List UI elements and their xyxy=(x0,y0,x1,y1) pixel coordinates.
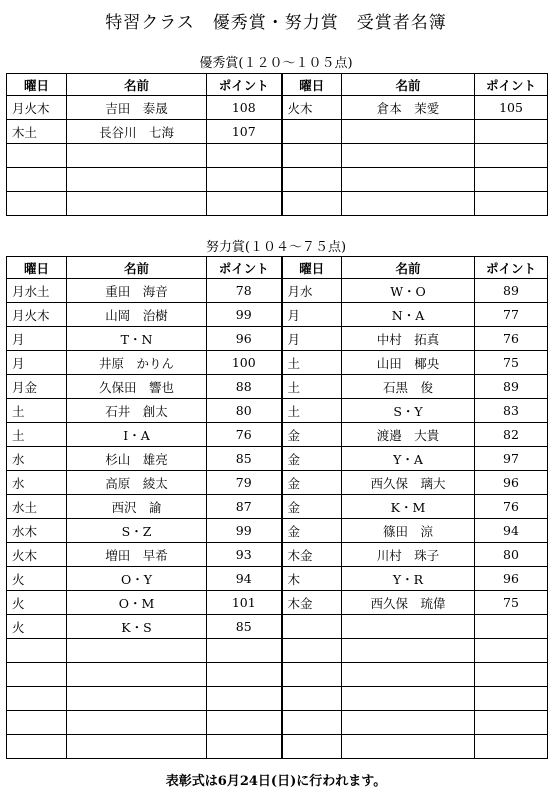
name-cell xyxy=(342,687,475,711)
points-cell xyxy=(207,168,282,192)
day-cell: 金 xyxy=(282,519,342,543)
points-cell: 77 xyxy=(475,303,548,327)
name-cell xyxy=(342,192,475,216)
name-cell xyxy=(342,735,475,759)
name-cell: 井原 かりん xyxy=(67,351,207,375)
table-row xyxy=(7,471,548,495)
table-row xyxy=(7,399,548,423)
day-cell: 土 xyxy=(7,399,67,423)
column-header-points: ポイント xyxy=(475,74,548,96)
name-cell: 長谷川 七海 xyxy=(67,120,207,144)
column-header-name: 名前 xyxy=(67,257,207,279)
points-cell xyxy=(475,120,548,144)
points-cell: 79 xyxy=(207,471,282,495)
day-cell: 金 xyxy=(282,423,342,447)
day-cell: 月水 xyxy=(282,279,342,303)
name-cell xyxy=(342,144,475,168)
points-cell: 96 xyxy=(475,567,548,591)
day-cell: 月火木 xyxy=(7,96,67,120)
table-row xyxy=(7,96,548,120)
day-cell xyxy=(282,615,342,639)
name-cell: 川村 珠子 xyxy=(342,543,475,567)
day-cell: 水 xyxy=(7,447,67,471)
name-cell: 石井 創太 xyxy=(67,399,207,423)
points-cell: 78 xyxy=(207,279,282,303)
column-header-day: 曜日 xyxy=(7,257,67,279)
points-cell xyxy=(475,615,548,639)
day-cell xyxy=(7,168,67,192)
points-cell xyxy=(207,144,282,168)
column-header-name: 名前 xyxy=(67,74,207,96)
name-cell xyxy=(67,168,207,192)
points-cell: 108 xyxy=(207,96,282,120)
day-cell xyxy=(7,663,67,687)
day-cell xyxy=(282,663,342,687)
name-cell: T・N xyxy=(67,327,207,351)
day-cell xyxy=(7,735,67,759)
day-cell: 木 xyxy=(282,567,342,591)
table-row xyxy=(7,327,548,351)
day-cell: 水 xyxy=(7,471,67,495)
day-cell: 水木 xyxy=(7,519,67,543)
table-row xyxy=(7,567,548,591)
table-row xyxy=(7,375,548,399)
points-cell: 75 xyxy=(475,351,548,375)
points-cell xyxy=(475,687,548,711)
points-cell: 97 xyxy=(475,447,548,471)
points-cell: 85 xyxy=(207,615,282,639)
name-cell: 杉山 雄亮 xyxy=(67,447,207,471)
points-cell: 76 xyxy=(475,495,548,519)
name-cell: N・A xyxy=(342,303,475,327)
table-row xyxy=(7,423,548,447)
day-cell: 火 xyxy=(7,615,67,639)
day-cell: 土 xyxy=(282,351,342,375)
day-cell: 月 xyxy=(282,303,342,327)
excellence-table xyxy=(6,73,548,216)
name-cell xyxy=(67,663,207,687)
points-cell: 80 xyxy=(475,543,548,567)
effort-table xyxy=(6,256,548,759)
points-cell: 83 xyxy=(475,399,548,423)
table-row xyxy=(7,120,548,144)
name-cell xyxy=(67,144,207,168)
day-cell xyxy=(282,639,342,663)
name-cell: S・Y xyxy=(342,399,475,423)
day-cell: 月 xyxy=(7,327,67,351)
day-cell xyxy=(282,192,342,216)
name-cell: K・M xyxy=(342,495,475,519)
column-header-name: 名前 xyxy=(342,257,475,279)
column-header-day: 曜日 xyxy=(7,74,67,96)
name-cell xyxy=(67,711,207,735)
table-row xyxy=(7,495,548,519)
excellence-header-row xyxy=(7,74,548,96)
table-row xyxy=(7,168,548,192)
points-cell: 105 xyxy=(475,96,548,120)
points-cell: 99 xyxy=(207,303,282,327)
column-header-day: 曜日 xyxy=(282,74,342,96)
day-cell xyxy=(282,168,342,192)
points-cell xyxy=(475,168,548,192)
name-cell: 吉田 泰晟 xyxy=(67,96,207,120)
name-cell: 増田 早希 xyxy=(67,543,207,567)
day-cell: 木土 xyxy=(7,120,67,144)
name-cell: O・M xyxy=(67,591,207,615)
points-cell xyxy=(475,735,548,759)
day-cell: 土 xyxy=(7,423,67,447)
day-cell: 火木 xyxy=(282,96,342,120)
name-cell: 山岡 治樹 xyxy=(67,303,207,327)
table-row xyxy=(7,735,548,759)
day-cell: 土 xyxy=(282,399,342,423)
column-header-day: 曜日 xyxy=(282,257,342,279)
table-row xyxy=(7,303,548,327)
points-cell: 94 xyxy=(475,519,548,543)
points-cell: 76 xyxy=(207,423,282,447)
points-cell: 93 xyxy=(207,543,282,567)
table-row xyxy=(7,144,548,168)
points-cell: 76 xyxy=(475,327,548,351)
column-header-name: 名前 xyxy=(342,74,475,96)
table-row xyxy=(7,543,548,567)
effort-heading: 努力賞(１０４～７５点) xyxy=(205,240,347,255)
day-cell: 火 xyxy=(7,591,67,615)
table-row xyxy=(7,351,548,375)
table-row xyxy=(7,192,548,216)
table-row xyxy=(7,639,548,663)
points-cell: 89 xyxy=(475,279,548,303)
name-cell xyxy=(342,663,475,687)
day-cell xyxy=(282,735,342,759)
points-cell: 107 xyxy=(207,120,282,144)
points-cell xyxy=(475,663,548,687)
points-cell: 88 xyxy=(207,375,282,399)
name-cell: 西久保 琉偉 xyxy=(342,591,475,615)
points-cell: 100 xyxy=(207,351,282,375)
table-row xyxy=(7,591,548,615)
points-cell xyxy=(207,639,282,663)
points-cell: 96 xyxy=(475,471,548,495)
name-cell: 倉本 茉愛 xyxy=(342,96,475,120)
name-cell: Y・A xyxy=(342,447,475,471)
points-cell xyxy=(475,711,548,735)
day-cell xyxy=(7,711,67,735)
points-cell: 87 xyxy=(207,495,282,519)
day-cell xyxy=(7,639,67,663)
day-cell xyxy=(282,711,342,735)
table-row xyxy=(7,279,548,303)
day-cell xyxy=(7,192,67,216)
table-row xyxy=(7,711,548,735)
day-cell: 火 xyxy=(7,567,67,591)
column-header-points: ポイント xyxy=(207,74,282,96)
day-cell: 月 xyxy=(282,327,342,351)
points-cell xyxy=(475,144,548,168)
points-cell: 94 xyxy=(207,567,282,591)
table-row xyxy=(7,615,548,639)
day-cell: 水土 xyxy=(7,495,67,519)
table-row xyxy=(7,663,548,687)
points-cell: 99 xyxy=(207,519,282,543)
name-cell xyxy=(67,639,207,663)
day-cell: 金 xyxy=(282,471,342,495)
name-cell: Y・R xyxy=(342,567,475,591)
name-cell xyxy=(67,687,207,711)
column-header-points: ポイント xyxy=(207,257,282,279)
name-cell: I・A xyxy=(67,423,207,447)
points-cell xyxy=(475,639,548,663)
day-cell: 金 xyxy=(282,447,342,471)
points-cell xyxy=(207,663,282,687)
name-cell: S・Z xyxy=(67,519,207,543)
day-cell: 金 xyxy=(282,495,342,519)
name-cell: K・S xyxy=(67,615,207,639)
day-cell xyxy=(282,144,342,168)
name-cell: 山田 椰央 xyxy=(342,351,475,375)
column-header-points: ポイント xyxy=(475,257,548,279)
excellence-heading: 優秀賞(１２０～１０５点) xyxy=(199,56,353,71)
points-cell xyxy=(475,192,548,216)
day-cell: 月火木 xyxy=(7,303,67,327)
day-cell: 月金 xyxy=(7,375,67,399)
name-cell: 中村 拓真 xyxy=(342,327,475,351)
name-cell: 西沢 諭 xyxy=(67,495,207,519)
day-cell: 木金 xyxy=(282,591,342,615)
points-cell: 101 xyxy=(207,591,282,615)
name-cell xyxy=(342,711,475,735)
table-row xyxy=(7,447,548,471)
points-cell xyxy=(207,711,282,735)
name-cell: O・Y xyxy=(67,567,207,591)
day-cell xyxy=(282,120,342,144)
day-cell: 火木 xyxy=(7,543,67,567)
day-cell: 月 xyxy=(7,351,67,375)
name-cell: 篠田 涼 xyxy=(342,519,475,543)
points-cell: 89 xyxy=(475,375,548,399)
day-cell xyxy=(7,144,67,168)
name-cell: W・O xyxy=(342,279,475,303)
name-cell: 重田 海音 xyxy=(67,279,207,303)
points-cell: 85 xyxy=(207,447,282,471)
points-cell xyxy=(207,735,282,759)
name-cell xyxy=(342,615,475,639)
name-cell xyxy=(342,120,475,144)
name-cell: 渡邉 大貴 xyxy=(342,423,475,447)
document-title: 特習クラス 優秀賞・努力賞 受賞者名簿 xyxy=(105,13,447,33)
name-cell xyxy=(342,639,475,663)
name-cell: 高原 綾太 xyxy=(67,471,207,495)
day-cell: 土 xyxy=(282,375,342,399)
name-cell: 久保田 響也 xyxy=(67,375,207,399)
name-cell xyxy=(342,168,475,192)
day-cell xyxy=(7,687,67,711)
points-cell xyxy=(207,192,282,216)
name-cell: 石黒 俊 xyxy=(342,375,475,399)
points-cell: 82 xyxy=(475,423,548,447)
day-cell: 月水土 xyxy=(7,279,67,303)
points-cell: 75 xyxy=(475,591,548,615)
table-row xyxy=(7,687,548,711)
ceremony-notice: 表彰式は6月24日(日)に行われます。 xyxy=(165,774,387,789)
day-cell: 木金 xyxy=(282,543,342,567)
name-cell: 西久保 璃大 xyxy=(342,471,475,495)
points-cell: 80 xyxy=(207,399,282,423)
name-cell xyxy=(67,192,207,216)
points-cell xyxy=(207,687,282,711)
day-cell xyxy=(282,687,342,711)
effort-header-row xyxy=(7,257,548,279)
name-cell xyxy=(67,735,207,759)
points-cell: 96 xyxy=(207,327,282,351)
table-row xyxy=(7,519,548,543)
